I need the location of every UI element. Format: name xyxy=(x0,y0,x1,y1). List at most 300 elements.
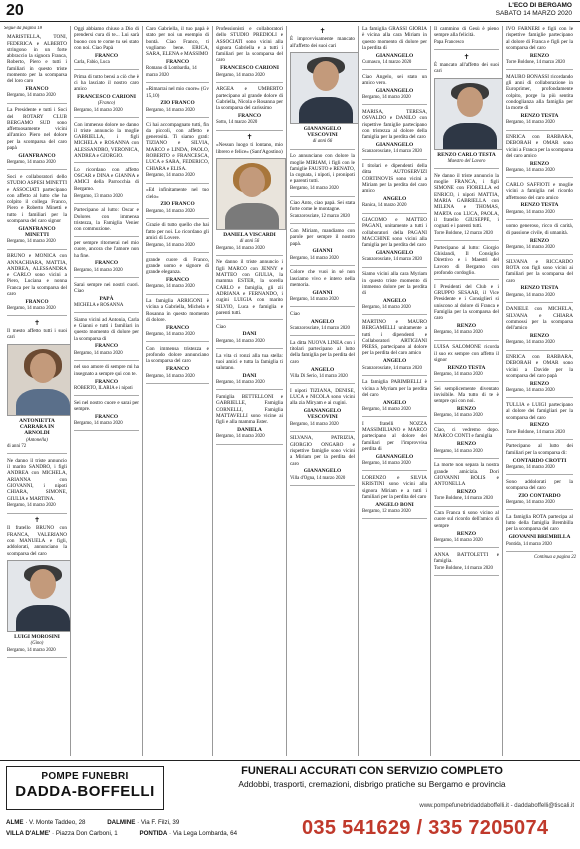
deceased-name: ZIO CONTARDO xyxy=(518,492,561,499)
notice-divider xyxy=(74,430,139,431)
deceased-name: GIANANGELO VESCOVINI xyxy=(303,125,342,139)
place-date: Bergamo, 14 marzo 2020 xyxy=(290,186,339,192)
obituary-notice xyxy=(287,435,358,485)
address-street: V. Monte Taddeo, 28 xyxy=(29,819,86,826)
notice-divider xyxy=(290,485,355,486)
place-date: Sotto, 14 marzo 2020 xyxy=(216,120,258,126)
obituary-notice xyxy=(71,207,142,236)
notice-text: ARGEA e UMBERTO partecipano al grande dolore di Gabriella, Nicola e Rosanna per la scomparsa del carissimo xyxy=(216,86,283,112)
obituary-notice xyxy=(71,26,142,70)
place-date: Scanzorosciate, 14 marzo 2020 xyxy=(362,365,422,371)
place-date: Scanzorosciate, 14 marzo 2020 xyxy=(290,326,350,332)
obituary-notice xyxy=(503,134,576,178)
obituary-notice xyxy=(431,552,502,576)
notice-divider xyxy=(146,294,209,295)
deceased-name: DANIELA VISCARDI xyxy=(223,232,276,239)
notice-divider xyxy=(146,341,209,342)
address-place: PONTIDA xyxy=(139,830,168,837)
notice-text: Cara Franca ti sono vicino al cuore sul ricordo dell'amico di sempre xyxy=(434,510,499,529)
column-1 xyxy=(4,26,70,756)
ad-web: www.pompefunebridaddaboffelli.it - daddaboffelli@tiscali.it xyxy=(419,803,574,809)
obituary-notice xyxy=(71,364,142,395)
name-subtitle: di anni 66 xyxy=(312,139,333,145)
place-date: Bergamo, 14 marzo 2020 xyxy=(146,373,195,379)
obituary-notice xyxy=(431,344,502,381)
notice-divider xyxy=(362,375,427,376)
obituary-notice xyxy=(213,134,286,255)
place-date: Bergamo, 14 marzo 2020 xyxy=(506,209,555,215)
notice-text: Oggi abbiamo chiuso a Dio di prendersi cura di te... Lui sarà buono con te come tu sei stato con noi. Ciao Papà xyxy=(74,26,139,51)
obituary-notice xyxy=(213,259,286,319)
notice-divider xyxy=(7,453,67,454)
deceased-name: FRANCO xyxy=(165,366,190,373)
place-date: Bergamo, 14 marzo 2020 xyxy=(506,500,555,506)
notice-text: La famiglia GRASSI GIORIA è vicina alla cara Miriam in questo momento di dolore per la perdita di xyxy=(362,26,427,51)
notice-divider xyxy=(434,381,499,382)
obituary-notice xyxy=(503,26,576,70)
obituary-notice xyxy=(143,26,212,82)
deceased-name: FRANCO xyxy=(165,324,190,331)
deceased-name: FRANCO xyxy=(165,58,190,65)
address-1: ALME · V. Monte Taddeo, 28 xyxy=(6,819,86,826)
place-date: Scanzorosciate, 12 marzo 2020 xyxy=(290,214,350,220)
column-4 xyxy=(212,26,286,756)
deceased-name: FRANCO xyxy=(94,52,119,59)
notice-text: DANIELE con MICHELA, SILVANA e CHIARA commossi per la scomparsa dell'amico xyxy=(506,306,573,332)
notice-text: Ne danno il triste annuncio la moglie FRANCA, i figli SIMONE con FIORELLA ed ENRICO, i nipoti MATTIA, MARIA GABRIELLA con MILENA e THOMAS, MARTA con LUCA, PAOLA, il fratello GIUSEPPE, i cognati e i parenti tutti. xyxy=(434,172,499,230)
notice-text: «Rimarrai nel mio cuore» (Gv 15,10) xyxy=(146,86,209,99)
column-6 xyxy=(358,26,430,756)
deceased-name: FRANCO xyxy=(94,413,119,420)
photo-bodyshape xyxy=(16,605,70,632)
photo-bodyshape xyxy=(443,123,497,150)
notice-divider xyxy=(146,82,209,83)
notice-text: Professionisti e collaboratori dello STUDIO PREDIOLI e ASSOCIATI sono vicini alla signora Gabriella e a tutti i familiari per la scomparsa del caro xyxy=(216,26,283,64)
notice-text: Ciao xyxy=(216,323,226,330)
notice-divider xyxy=(506,474,573,475)
deceased-name: RENZO xyxy=(529,52,550,59)
notice-text: Con immensa tristezza e profondo dolore annunciano la scomparsa del caro xyxy=(146,345,209,365)
place-date: Bergamo, 14 marzo 2020 xyxy=(434,330,483,336)
ad-phones: 035 541629 / 335 7205074 xyxy=(302,817,549,839)
paper-date: SABATO 14 MARZO 2020 xyxy=(495,10,572,17)
notice-text: La famiglia ROTA partecipa al lutto della famiglia Brembilla per la scomparsa del caro xyxy=(506,513,573,533)
obituary-notice xyxy=(431,284,502,340)
deceased-name: RENZO xyxy=(529,160,550,167)
continued-from: Segue da pagina 18 xyxy=(4,26,42,31)
place-date: Bergamo, 14 marzo 2020 xyxy=(362,95,411,101)
notice-text: uomo generoso, ricco di carità, di passione civile, di umanità. xyxy=(506,223,573,236)
place-date: Papa Francesco xyxy=(434,40,464,46)
ad-addresses xyxy=(6,817,346,839)
notice-text: La famiglia PARIMBELLI è vicina a Myriam per la perdita del caro xyxy=(362,379,427,398)
obituary-notice xyxy=(431,245,502,280)
paper-masthead xyxy=(496,2,572,18)
place-date: ROBERTO, ILARIA e i nipoti xyxy=(74,385,133,391)
notice-text: Siamo vicini ad Antonia, Carla e Gianni e tutti i familiari in questo momento di dolore per la scomparsa di xyxy=(74,316,139,342)
deceased-photo xyxy=(434,78,502,150)
notice-text: Ciao Angelo, sei stato un amico vero. xyxy=(362,73,427,87)
address-place: ALME xyxy=(6,819,24,826)
place-date: Bergamo, 14 marzo 2020 xyxy=(434,448,483,454)
notice-divider xyxy=(74,117,139,118)
deceased-name: ANGELO xyxy=(310,366,335,373)
obituary-notice xyxy=(213,86,286,130)
page-number: 20 xyxy=(6,2,24,19)
place-date: Bergamo, 12 marzo 2020 xyxy=(362,508,411,514)
place-date: Bergamo, 14 marzo 2020 xyxy=(362,461,411,467)
notice-divider xyxy=(7,657,67,658)
notice-divider xyxy=(506,439,573,440)
column-3 xyxy=(142,26,212,756)
notice-text: Ne danno il triste annuncio i figli MARCO con JENNY e MATTEO con GIULIA, la mamma ESTER, la sorella CARLO e famiglia, gli zii ADRIANA e FERNANDO, i cugini LUIGIA con marito SILVIO, Luca e famiglia e parenti tutti. xyxy=(216,259,283,316)
notice-text: per sempre ritornerai nel mio cuore, ancora che l'amore non ha fine. xyxy=(74,240,139,259)
notice-text: MARTINO e MAURO BERGAMELLI unitamente a tutti i dipendenti e Collaboratori ARTIGIANI PRESS, partecipano al dolore per la perdita del caro amico xyxy=(362,318,427,357)
photo-head xyxy=(239,167,265,197)
cross-icon: ✝ xyxy=(246,133,253,142)
place-date: Bergamo, 14 marzo 2020 xyxy=(146,242,195,248)
obituary-notice xyxy=(4,174,70,249)
place-date: Bergamo, 14 marzo 2020 xyxy=(290,421,339,427)
place-date: Bergamo, 14 marzo 2020 xyxy=(146,107,195,113)
notice-text: Ne danno il triste annuncio il marito SANDRO, i figli ANDREA con MICHELA, ARIANNA con GIOVANNI, i nipoti CHIARA, SIMONE, GIULIA e MARTINA. xyxy=(7,457,67,502)
obituary-notice xyxy=(287,28,358,149)
notice-text: Ciao Anto, ciao papà. Sei stata forte come le montagne. xyxy=(290,200,355,213)
place-date: Scanzorosciate, 14 marzo 2020 xyxy=(362,149,422,155)
notice-text: La Presidente e tutti i Soci del ROTARY CLUB BERGAMO SUD sono affettuosamente vicini all'amico Piero nel dolore per la scomparsa del caro papà xyxy=(7,107,67,152)
place-date: Torre Boldone, 14 marzo 2020 xyxy=(506,429,565,435)
place-date: Bergamo, 14 marzo 2020 xyxy=(434,371,483,377)
deceased-name: RENZO xyxy=(456,323,477,330)
obituary-notice xyxy=(4,517,70,657)
notice-text: BRUNO e MONICA con ANNACHIARA, MATTIA, ANDREA, ALESSANDRA e CARLO sono vicini a Piero, Luciana e nonna Franca per la scomparsa del caro xyxy=(7,253,67,297)
obituary-notice xyxy=(213,353,286,390)
deceased-name: GIANANGELO xyxy=(375,52,414,59)
obituary-notice xyxy=(4,320,70,454)
place-date: Torre Boldone, 12 marzo 2020 xyxy=(434,231,493,237)
notice-divider xyxy=(434,49,499,50)
address-2: DALMINE · Via F. Filzi, 39 xyxy=(107,819,180,826)
notice-text: Sei semplicemente diventato invisibile. Ma tutto di te è sempre qui con noi. xyxy=(434,385,499,405)
notice-divider xyxy=(362,213,427,214)
place-date: Bergamo, 14 marzo 2020 xyxy=(362,305,411,311)
place-date: Bergamo, 14 marzo 2020 xyxy=(216,245,265,251)
notice-text: Sono addolorati per la scomparsa del caro xyxy=(506,478,573,491)
notice-text: Ciao xyxy=(290,310,300,317)
place-date: Bergamo, 14 marzo 2020 xyxy=(506,244,555,250)
notice-text: Soci e collaboratori dello STUDIO ASPESI MINETTI e ASSOCIATI partecipano con affetto al lutto che ha colpito il collega Franco, Piero e Roberto Minetti e tutto i familiari per la scomparsa del caro signor xyxy=(7,173,67,225)
column-8 xyxy=(502,26,576,756)
deceased-name: RENZO TESTA xyxy=(447,364,486,371)
deceased-name: GIOVANNI BREMBILLA xyxy=(508,534,571,541)
deceased-name: RENZO CARLO TESTA xyxy=(437,151,496,158)
deceased-name: RENZO xyxy=(529,237,550,244)
deceased-name: FRANCO xyxy=(25,298,49,305)
notice-text: La ditta NUOVA LINEA con i titolari partecipano al lutto della famiglia per la perdita del caro xyxy=(290,339,355,365)
obituary-notice xyxy=(431,26,502,50)
obituary-notice xyxy=(143,122,212,184)
place-date: Bergamo, 14 marzo 2020 xyxy=(7,647,56,653)
deceased-name: ZIO FRANCO xyxy=(160,100,195,107)
photo-bodyshape xyxy=(225,203,279,230)
obituary-notice xyxy=(71,74,142,118)
notice-divider xyxy=(216,444,283,445)
notice-divider xyxy=(290,335,355,336)
obituary-notice xyxy=(213,394,286,444)
name-subtitle: (Franco) xyxy=(97,101,116,107)
obituary-notice xyxy=(287,153,358,196)
obituary-notice xyxy=(359,109,430,159)
place-date: Bergamo, 14 marzo 2020 xyxy=(290,255,339,261)
obituary-notice xyxy=(213,26,286,82)
address-place: DALMINE xyxy=(107,819,136,826)
obituary-notice xyxy=(503,479,576,510)
notice-divider xyxy=(146,218,209,219)
notice-text: I Presidenti del Club e i GRUPPO SESAAB, il Vice Presidente e i Consiglieri si uniscono al dolore di Franca e Famiglia per la scomparsa del caro xyxy=(434,283,499,322)
deceased-name: FRANCO xyxy=(237,113,262,120)
paper-name: L'ECO DI BERGAMO xyxy=(508,2,572,9)
notice-divider xyxy=(506,177,573,178)
notice-divider xyxy=(434,547,499,548)
deceased-name: FRANCO xyxy=(25,86,49,93)
notice-divider xyxy=(434,279,499,280)
notice-text: I titolari e dipendenti della ditta AUTOSERVIZI CORTINOVIS sono vicini a Miriam per la perdita del caro amico xyxy=(362,163,427,195)
notice-divider xyxy=(74,277,139,278)
notice-text: Siamo vicini alla cara Myriam in questo triste momento di immenso dolore per la perdita di xyxy=(362,271,427,297)
notice-text: Ci hai accompagnato tutti, fin da piccoli, con affetto e generosità. Ti siamo grati: TIZIANO e SILVIA, MARCO e LINDA, PAOLO, ROBERTO e FRANCESCA, LUCA e SARA, FEDERICO, CHIARA e ELISA. xyxy=(146,121,209,172)
notice-text: Con Miriam, mandiamo con parole per sempre il nostro papà. xyxy=(290,227,355,247)
notice-text: Famiglia BETTELLONI e GABRIELLE, Famiglia CORNELLI, Famiglia MATTAVELLI sono vicine ai figli e alla mamma Ester. xyxy=(216,393,283,426)
notice-divider xyxy=(7,315,67,316)
notice-text: ANNA BATTOLETTI e famiglia. xyxy=(434,551,499,564)
notice-divider xyxy=(362,470,427,471)
column-7 xyxy=(430,26,502,756)
notice-divider xyxy=(7,103,67,104)
deceased-name: ANGELO xyxy=(382,358,407,365)
obituary-notice xyxy=(431,54,502,169)
notice-text: grande cuore di Franco, grande uomo e signore di grande eleganza. xyxy=(146,256,209,276)
notice-text: Con immenso dolore ne danno il triste annuncio la moglie GABRIELLA, i figli MICHELA e ROSANNA con ALESSANDRO, VERONICA, ANDREA e GIORGIO. xyxy=(74,121,139,160)
name-subtitle: di anni 56 xyxy=(239,239,260,245)
deceased-name: ANGELO xyxy=(382,196,407,203)
obituary-notice xyxy=(359,163,430,213)
place-date: Scanzorosciate, 14 marzo 2020 xyxy=(362,257,422,263)
notice-divider xyxy=(506,302,573,303)
obituary-notice xyxy=(143,257,212,294)
notice-divider xyxy=(216,319,283,320)
notice-text: Il mesto affetto tutti i suoi cari xyxy=(7,328,67,341)
notice-divider xyxy=(434,458,499,459)
obituary-notice xyxy=(4,458,70,513)
photo-bodyshape xyxy=(16,389,70,416)
deceased-name: ANGELO BONI xyxy=(375,501,414,508)
photo-head xyxy=(30,353,56,383)
deceased-name: GIANFRANCO MINETTI xyxy=(18,225,56,239)
place-date: Bergamo, 14 marzo 2020 xyxy=(146,173,195,179)
obituary-notice xyxy=(4,253,70,316)
obituary-notice xyxy=(503,223,576,254)
obituary-notice xyxy=(143,187,212,218)
deceased-name: GIANANGELO xyxy=(375,87,414,94)
place-date: Bergamo, 14 marzo 2020 xyxy=(74,107,123,113)
address-3: VILLA D'ALME' · Piazza Don Carboni, 1 xyxy=(6,830,118,837)
obituary-columns xyxy=(4,26,576,756)
notice-text: «Nessun luogo ti lontano, mio librero e felice» (Sant'Agostino) xyxy=(216,142,283,155)
obituary-notice xyxy=(503,514,576,551)
place-date: Bergamo, 14 marzo 2020 xyxy=(74,350,123,356)
ad-logo-line1: POMPE FUNEBRI xyxy=(41,771,129,782)
place-date: Bergamo, 14 marzo 2020 xyxy=(216,434,265,440)
deceased-name: GIANANGELO VESCOVINI xyxy=(303,407,342,421)
notice-divider xyxy=(506,130,573,131)
place-date: Bergamo, 14 marzo 2020 xyxy=(434,413,483,419)
address-street: Piazza Don Carboni, 1 xyxy=(55,830,118,837)
notice-divider xyxy=(290,383,355,384)
deceased-name: GIANANGELO xyxy=(375,250,414,257)
notice-divider xyxy=(290,265,355,266)
notice-divider xyxy=(506,397,573,398)
notice-text: È mancato all'affetto dei suoi cari xyxy=(434,62,499,75)
notice-divider xyxy=(146,117,209,118)
obituary-notice xyxy=(143,86,212,117)
name-subtitle: (Gino) xyxy=(30,641,44,647)
place-date: Bergamo, 14 marzo 2020 xyxy=(290,297,339,303)
photo-head xyxy=(30,569,56,599)
deceased-name: RENZO xyxy=(456,406,477,413)
obituary-notice xyxy=(71,167,142,203)
obituary-notice xyxy=(287,269,358,306)
notice-divider xyxy=(362,159,427,160)
place-date: Bergamo, 14 marzo 2020 xyxy=(74,267,123,273)
notice-divider xyxy=(74,395,139,396)
obituary-notice xyxy=(359,475,430,519)
place-date: Bergamo, 14 marzo 2020 xyxy=(146,208,195,214)
notice-text: Sei nel nostro cuore e sarai per sempre. xyxy=(74,399,139,412)
notice-text: ENRICA con BARBARA, DEBORAH e OMAR sono vicini a Franca per la scomparsa del caro amico xyxy=(506,134,573,160)
notice-text: nel suo amore di sempre mi ha insegnato a sempre qui con te. xyxy=(74,364,139,377)
notice-divider xyxy=(506,219,573,220)
deceased-name: FRANCO xyxy=(94,378,119,385)
obituary-notice xyxy=(287,340,358,384)
notice-text: Grazie di tutto quello che hai fatto per noi. Lo ricordano gli amici di Lovere. xyxy=(146,222,209,242)
deceased-name: FRANCO xyxy=(94,260,119,267)
obituary-notice xyxy=(503,354,576,398)
place-date: Bergamo, 14 marzo 2020 xyxy=(506,464,555,470)
notice-divider xyxy=(74,69,139,70)
place-date: Torre Boldone, 14 marzo 2020 xyxy=(434,565,493,571)
notice-text: Il fratello BRUNO con FRANCA, VALERIANO con MANUELA e figli, addolorati, annunciano la scomparsa del caro xyxy=(7,525,67,557)
deceased-name: RENZO TESTA xyxy=(520,285,559,292)
column-2 xyxy=(70,26,142,756)
address-street: Via Lega Lombarda, 64 xyxy=(172,830,238,837)
obituary-notice xyxy=(359,271,430,315)
deceased-photo xyxy=(290,52,358,124)
notice-divider xyxy=(290,306,355,307)
notice-divider xyxy=(216,82,283,83)
notice-divider xyxy=(362,314,427,315)
place-date: Bergamo, 14 marzo 2020 xyxy=(506,388,555,394)
place-date: Curnasco, 14 marzo 2020 xyxy=(362,59,412,65)
notice-divider xyxy=(74,360,139,361)
notice-divider xyxy=(506,254,573,255)
obituary-notice xyxy=(71,122,142,163)
notice-divider xyxy=(74,312,139,313)
notice-text: LUISA SALOMONE ricorda il suo ex sempre con affetto il signor xyxy=(434,344,499,363)
deceased-name: FRANCESCO CARIONI xyxy=(220,65,279,72)
place-date: Bergamo, 14 marzo 2020 xyxy=(74,421,123,427)
notice-text: La morte non separa la nostra grande amicizia. Dori GIOVANNI BOLIS e ANTONELLA xyxy=(434,462,499,488)
notice-text: SILVANA e RICCARDO ROTA con figli sono vicini ai familiari per la scomparsa del caro xyxy=(506,258,573,284)
notice-text: TULLIA e LUIGI partecipano al dolore dei famigliari per la scomparsa del caro xyxy=(506,401,573,421)
notice-text: Ciao, ci vedremo dopo. MARCO CONTI e famiglia xyxy=(434,427,499,440)
notice-text: MARISA, TERESA, OSVALDO e DANILO con rispettive famiglie partecipano con tristezza al dolore della famiglia per la perdita del caro xyxy=(362,108,427,141)
notice-divider xyxy=(362,416,427,417)
deceased-name: GIANNI xyxy=(312,289,333,296)
place-date: Bergamo, 14 marzo 2020 xyxy=(506,340,555,346)
deceased-name: DANI xyxy=(242,331,257,338)
column-5 xyxy=(286,26,358,756)
deceased-name: RENZO xyxy=(529,380,550,387)
deceased-name: RENZO xyxy=(456,489,477,496)
obituary-notice xyxy=(503,182,576,219)
notice-divider xyxy=(362,518,427,519)
place-date: Torre Boldone, 14 marzo 2020 xyxy=(434,496,493,502)
place-date: Ranica, 14 marzo 2020 xyxy=(362,203,407,209)
photo-bodyshape xyxy=(299,97,353,124)
notice-divider xyxy=(290,431,355,432)
deceased-name: GIANFRANCO xyxy=(18,152,56,159)
notice-divider xyxy=(7,169,67,170)
funeral-ad xyxy=(0,760,580,849)
notice-text: Colore che vuoi in sé non lasciamo vivo e intero nella memoria. xyxy=(290,269,355,289)
place-date: MICHELA e ROSANNA xyxy=(74,302,124,308)
obituary-notice xyxy=(359,217,430,267)
notice-divider xyxy=(362,69,427,70)
notice-text: Lo ricordano con affetto OSCAR e DINA e GIANNA e AMICI della Parrocchia di Bergamo. xyxy=(74,166,139,192)
notice-divider xyxy=(362,267,427,268)
place-date: Romano di Lombardia, 14 marzo 2020 xyxy=(146,66,197,78)
obituary-notice xyxy=(287,311,358,336)
notice-divider xyxy=(146,183,209,184)
notice-text: I nipoti TIZIANA, DENISE, LUCA e NICOLA sono vicini alla zia Miryam e ai cugini. xyxy=(290,387,355,407)
notice-divider xyxy=(216,130,283,131)
notice-divider xyxy=(434,240,499,241)
obituary-notice xyxy=(503,259,576,303)
deceased-name: ANGELO xyxy=(310,318,335,325)
obituary-notice xyxy=(71,400,142,431)
obituary-notice xyxy=(359,74,430,105)
deceased-name: ANTONIETTA CARRARA IN ARNOLDI xyxy=(19,417,55,437)
obituary-notice xyxy=(143,222,212,252)
notice-text: Partecipano al lutto: Oscar e Dolores con immensa tristezza, la Famiglia Venier con commozione. xyxy=(74,207,139,233)
obituary-notice xyxy=(431,173,502,241)
deceased-name: DANIELA xyxy=(237,426,262,433)
cross-icon: ✝ xyxy=(34,318,40,327)
cross-icon: ✝ xyxy=(319,27,326,35)
deceased-name: CONTARDO CROTTI xyxy=(512,457,567,464)
notice-text: Partecipano al lutto dei familiari per la scomparsa di: xyxy=(506,443,573,456)
notice-divider xyxy=(506,350,573,351)
place-date: Bergamo, 14 marzo 2020 xyxy=(7,306,56,312)
place-date: Bergamo, 14 marzo 2020 xyxy=(506,292,555,298)
place-date: Bergamo, 14 marzo 2020 xyxy=(434,537,483,543)
deceased-name: GIANANGELO xyxy=(375,453,414,460)
place-date: Villa Di Serio, 14 marzo 2020 xyxy=(290,373,348,379)
notice-text: Sarai sempre nei nostri cuori. Ciao xyxy=(74,281,139,294)
obituary-notice xyxy=(359,379,430,416)
notice-divider xyxy=(216,348,283,349)
photo-head xyxy=(457,87,483,117)
